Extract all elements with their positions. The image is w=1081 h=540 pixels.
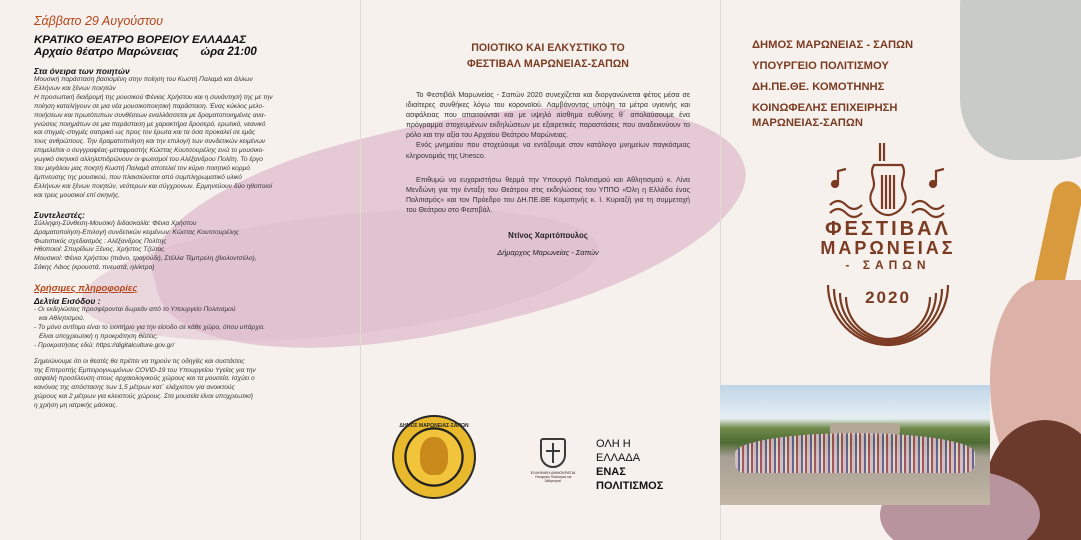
desc-line: Μουσική παράσταση βασισμένη στην ποίηση του Κωστή Παλαμά και άλλων — [34, 76, 253, 83]
credit-line: Δραματοποίηση-Επιλογή συνδετικών κειμένων: Κώστας Κουτσουρέλης — [34, 228, 240, 236]
info-title: Χρήσιμες πληροφορίες — [34, 282, 138, 294]
venue-place-time — [34, 46, 344, 58]
olh-line3: ΕΝΑΣ — [596, 466, 626, 478]
message-paragraph: Το Φεστιβάλ Μαρωνείας - Σαπών 2020 συνεχίζεται και διοργανώνεται φέτος μέσα σε ιδιαίτερες συνθήκες λόγω του κορονοϊού. Λαμβάνοντας υπόψη τα μέτρα υγιεινής και ασφάλειας που απαιτούνται και με υψηλό αίσθημα ευθύνης θ΄ απολαύσουμε ένα πρόγραμμα στοχευμένων εκδηλώσεων με εξαιρετικές παραστάσεις που αναδεικνύουν το ρόλο και την αξία του Αρχαίου Θεάτρου Μαρώνειας. — [406, 91, 690, 140]
notice-line: κανόνας της απόστασης των 1,5 μέτρων κατ΄ ελάχιστον για ανοικτούς — [34, 384, 235, 392]
tickets-list — [34, 306, 344, 351]
credit-line: Μουσικοί: Φένια Χρήστου (πιάνο, τραγούδι), Στέλλα Τέμπρελη (βιολοντσέλο), — [34, 255, 257, 263]
mask-icon — [420, 437, 448, 475]
olh-line1: ΟΛΗ Η — [596, 438, 631, 450]
desc-line: γνώσεις ποιημάτων σε μια παράσταση με χαρακτήρα δροσερό, ερωτικό, νεανικό — [34, 120, 266, 128]
ancient-theatre-photo — [720, 385, 990, 505]
hellenic-republic-logo — [528, 438, 578, 483]
music-note-icon — [930, 169, 944, 187]
desc-line: Η προσωπική διαδρομή της μουσικού Φένιας Χρήστου και η συνάντησή της με την — [34, 93, 273, 101]
covid-notice — [34, 358, 344, 411]
notice-line: χώρους και 2 μέτρων για κλειστούς χώρους. Στα μουσεία είναι υποχρεωτική — [34, 393, 253, 401]
booking-link-line[interactable]: - Προκρατήσεις εδώ: https://digitalculture.gov.gr/ — [34, 341, 175, 349]
olh-line4: ΠΟΛΙΤΙΣΜΟΣ — [596, 480, 664, 492]
olh-line2: ΕΛΛΑΔΑ — [596, 452, 641, 464]
org-line: ΥΠΟΥΡΓΕΙΟ ΠΟΛΙΤΙΣΜΟΥ — [752, 60, 889, 72]
festival-title — [818, 220, 958, 272]
state-logo-line2: Υπουργείο Πολιτισμού και Αθλητισμού — [534, 475, 572, 483]
festival-place: ΜΑΡΩΝΕΙΑΣ — [820, 238, 956, 258]
message-body — [406, 90, 690, 215]
credit-line: Σάκης Λάιος (κρουστά, πνευστά, ηλ/κτρα) — [34, 264, 155, 272]
desc-line: και στιγμές-στιγμές σατιρικό ως προς τον έρωτα και τα όσα προκαλεί σε εμάς — [34, 129, 256, 137]
credits-title: Συντελεστές: — [34, 209, 85, 220]
message-paragraph: Ενός μνημείου που στοχεύουμε να εντάξουμε στον κατάλογο μνημείων παγκόσμιας κληρονομιάς της Unesco. — [406, 141, 690, 160]
desc-line: Ελλήνων και ξένων ποιητών, νεότερων και σύγχρονων. Ερμηνεύουν δύο ηθοποιοί — [34, 182, 272, 190]
festival-year: 2020 — [865, 288, 911, 307]
venue-organizer: ΚΡΑΤΙΚΟ ΘΕΑΤΡΟ ΒΟΡΕΙΟΥ ΕΛΛΑΔΑΣ — [34, 34, 247, 46]
state-logo-line1: ΕΛΛΗΝΙΚΗ ΔΗΜΟΚΡΑΤΙΑ — [530, 471, 576, 475]
desc-line: Ελλήνων και ξένων ποιητών — [34, 84, 116, 92]
festival-place2: - ΣΑΠΩΝ — [845, 258, 931, 272]
notice-line: Σημειώνουμε ότι οι θεατές θα πρέπει να τηρούν τις οδηγίες και συστάσεις — [34, 357, 245, 365]
ticket-line: - Οι εκδηλώσεις προσφέρονται δωρεάν από το Υπουργείο Πολιτισμού — [34, 306, 236, 314]
ticket-line: - Το μόνο αντίτιμο είναι το εισιτήριο για την είσοδο σε κάθε χώρο, όπου υπάρχει. — [34, 323, 266, 331]
festival-name: ΦΕΣΤΙΒΑΛ — [825, 218, 951, 240]
music-note-icon — [832, 169, 846, 187]
org-line: ΔΗ.ΠΕ.ΘΕ. ΚΟΜΟΤΗΝΗΣ — [752, 81, 885, 93]
desc-line: επιμελείται ο συγγραφέας-μεταφραστής Κώστας Κουτσουρέλης ενώ το μουσικο- — [34, 147, 265, 155]
desc-line: του μεγάλου μας ποιητή Κωστή Παλαμά αποτελεί τον κύριο ποιητικό κορμό — [34, 165, 250, 173]
message-title-line1: ΠΟΙΟΤΙΚΟ ΚΑΙ ΕΛΚΥΣΤΙΚΟ ΤΟ — [471, 42, 625, 54]
municipality-logo-text: ΔΗΜΟΣ ΜΑΡΩΝΕΙΑΣ-ΣΑΠΩΝ — [399, 423, 469, 429]
show-title: Στα όνειρα των ποιητών — [34, 66, 130, 76]
photo-audience — [735, 433, 975, 473]
venue-time: ώρα 21:00 — [200, 46, 257, 58]
program-panel — [0, 0, 360, 540]
desc-line: ποιήσεων και πρωτότυπων συνθέσεων εναλλάσσεται με δραματοποιημένες ανα- — [34, 111, 266, 119]
violin-icon — [870, 143, 905, 215]
credit-line: Σύλληψη-Σύνθεση-Μουσική διδασκαλία: Φένια Χρήστου — [34, 219, 197, 227]
credits-list — [34, 220, 344, 273]
desc-line: ποίηση καταλήγουν σε μια νέα μουσικοποιητική παράσταση. Ένας κύκλος μελο- — [34, 102, 265, 110]
message-title-line2: ΦΕΣΤΙΒΑΛ ΜΑΡΩΝΕΙΑΣ-ΣΑΠΩΝ — [467, 58, 629, 70]
ticket-line: Είναι υποχρεωτική η προκράτηση θέσεις. — [39, 332, 159, 340]
show-description — [34, 76, 344, 201]
credit-line: Φωτιστικός σχεδιασμός : Αλέξανδρος Πολίτης — [34, 237, 167, 245]
desc-line: τους ανθρώπους. Την δραματοποίηση και την επιλογή των συνδετικών κειμένων — [34, 138, 266, 146]
all-greece-one-culture-logo — [596, 437, 663, 493]
coat-of-arms-icon — [540, 438, 566, 468]
tickets-title: Δελτία Εισόδου : — [34, 296, 101, 307]
venue-place: Αρχαίο θέατρο Μαρώνειας — [34, 46, 179, 58]
desc-line: έμπνευσης της μουσικού, που πλαισιώνεται από συμπληρωματικό υλικό — [34, 173, 242, 181]
notice-line: ασφαλή προσέλευση στους αρχαιολογικούς χώρους και τα μουσεία. Ισχύει ο — [34, 375, 255, 383]
desc-line: γωγικό σκηνικό αλληλεπιδρώνουν οι φωτισμοί του Αλέξανδρου Πολίτη. Το έργο — [34, 156, 263, 164]
desc-line: και τρεις μουσικοί επί σκηνής. — [34, 191, 120, 199]
org-line: ΚΟΙΝΩΦΕΛΗΣ ΕΠΙΧΕΙΡΗΣΗ — [752, 102, 898, 114]
signature-role: Δήμαρχος Μαρωνείας - Σαπών — [497, 248, 599, 258]
signature-name: Ντίνος Χαριτόπουλος — [508, 231, 588, 241]
message-title — [406, 40, 690, 72]
municipality-logo — [392, 415, 476, 499]
event-date: Σάββατο 29 Αυγούστου — [34, 14, 164, 28]
org-line: ΜΑΡΩΝΕΙΑΣ-ΣΑΠΩΝ — [752, 117, 863, 129]
message-paragraph: Επιθυμώ να ευχαριστήσω θερμά την Υπουργό Πολιτισμού και Αθλητισμού κ. Λίνα Μενδώνη για την ένταξη του Θεάτρου στις εκδηλώσεις του ΥΠΠΟ «Όλη η Ελλάδα ένας Πολιτισμός» και τον Πρόεδρο του ΔΗ.ΠΕ.ΘΕ Κομοτηνής κ. Ι. Κυριαζή για τη συμμετοχή του Θεάτρου στο Φεστιβάλ. — [406, 175, 690, 214]
notice-line: της Επιτροπής Εμπειρογνωμόνων COVID-19 του Υπουργείου Υγείας για την — [34, 366, 256, 374]
org-line: ΔΗΜΟΣ ΜΑΡΩΝΕΙΑΣ - ΣΑΠΩΝ — [752, 39, 914, 51]
notice-line: η χρήση μη ιατρικής μάσκας. — [34, 402, 118, 410]
ticket-line: και Αθλητισμού. — [39, 315, 85, 323]
credit-line: Ηθοποιοί: Σπυρίδων Ξένος, Χρήστος Τζώτας — [34, 246, 165, 254]
